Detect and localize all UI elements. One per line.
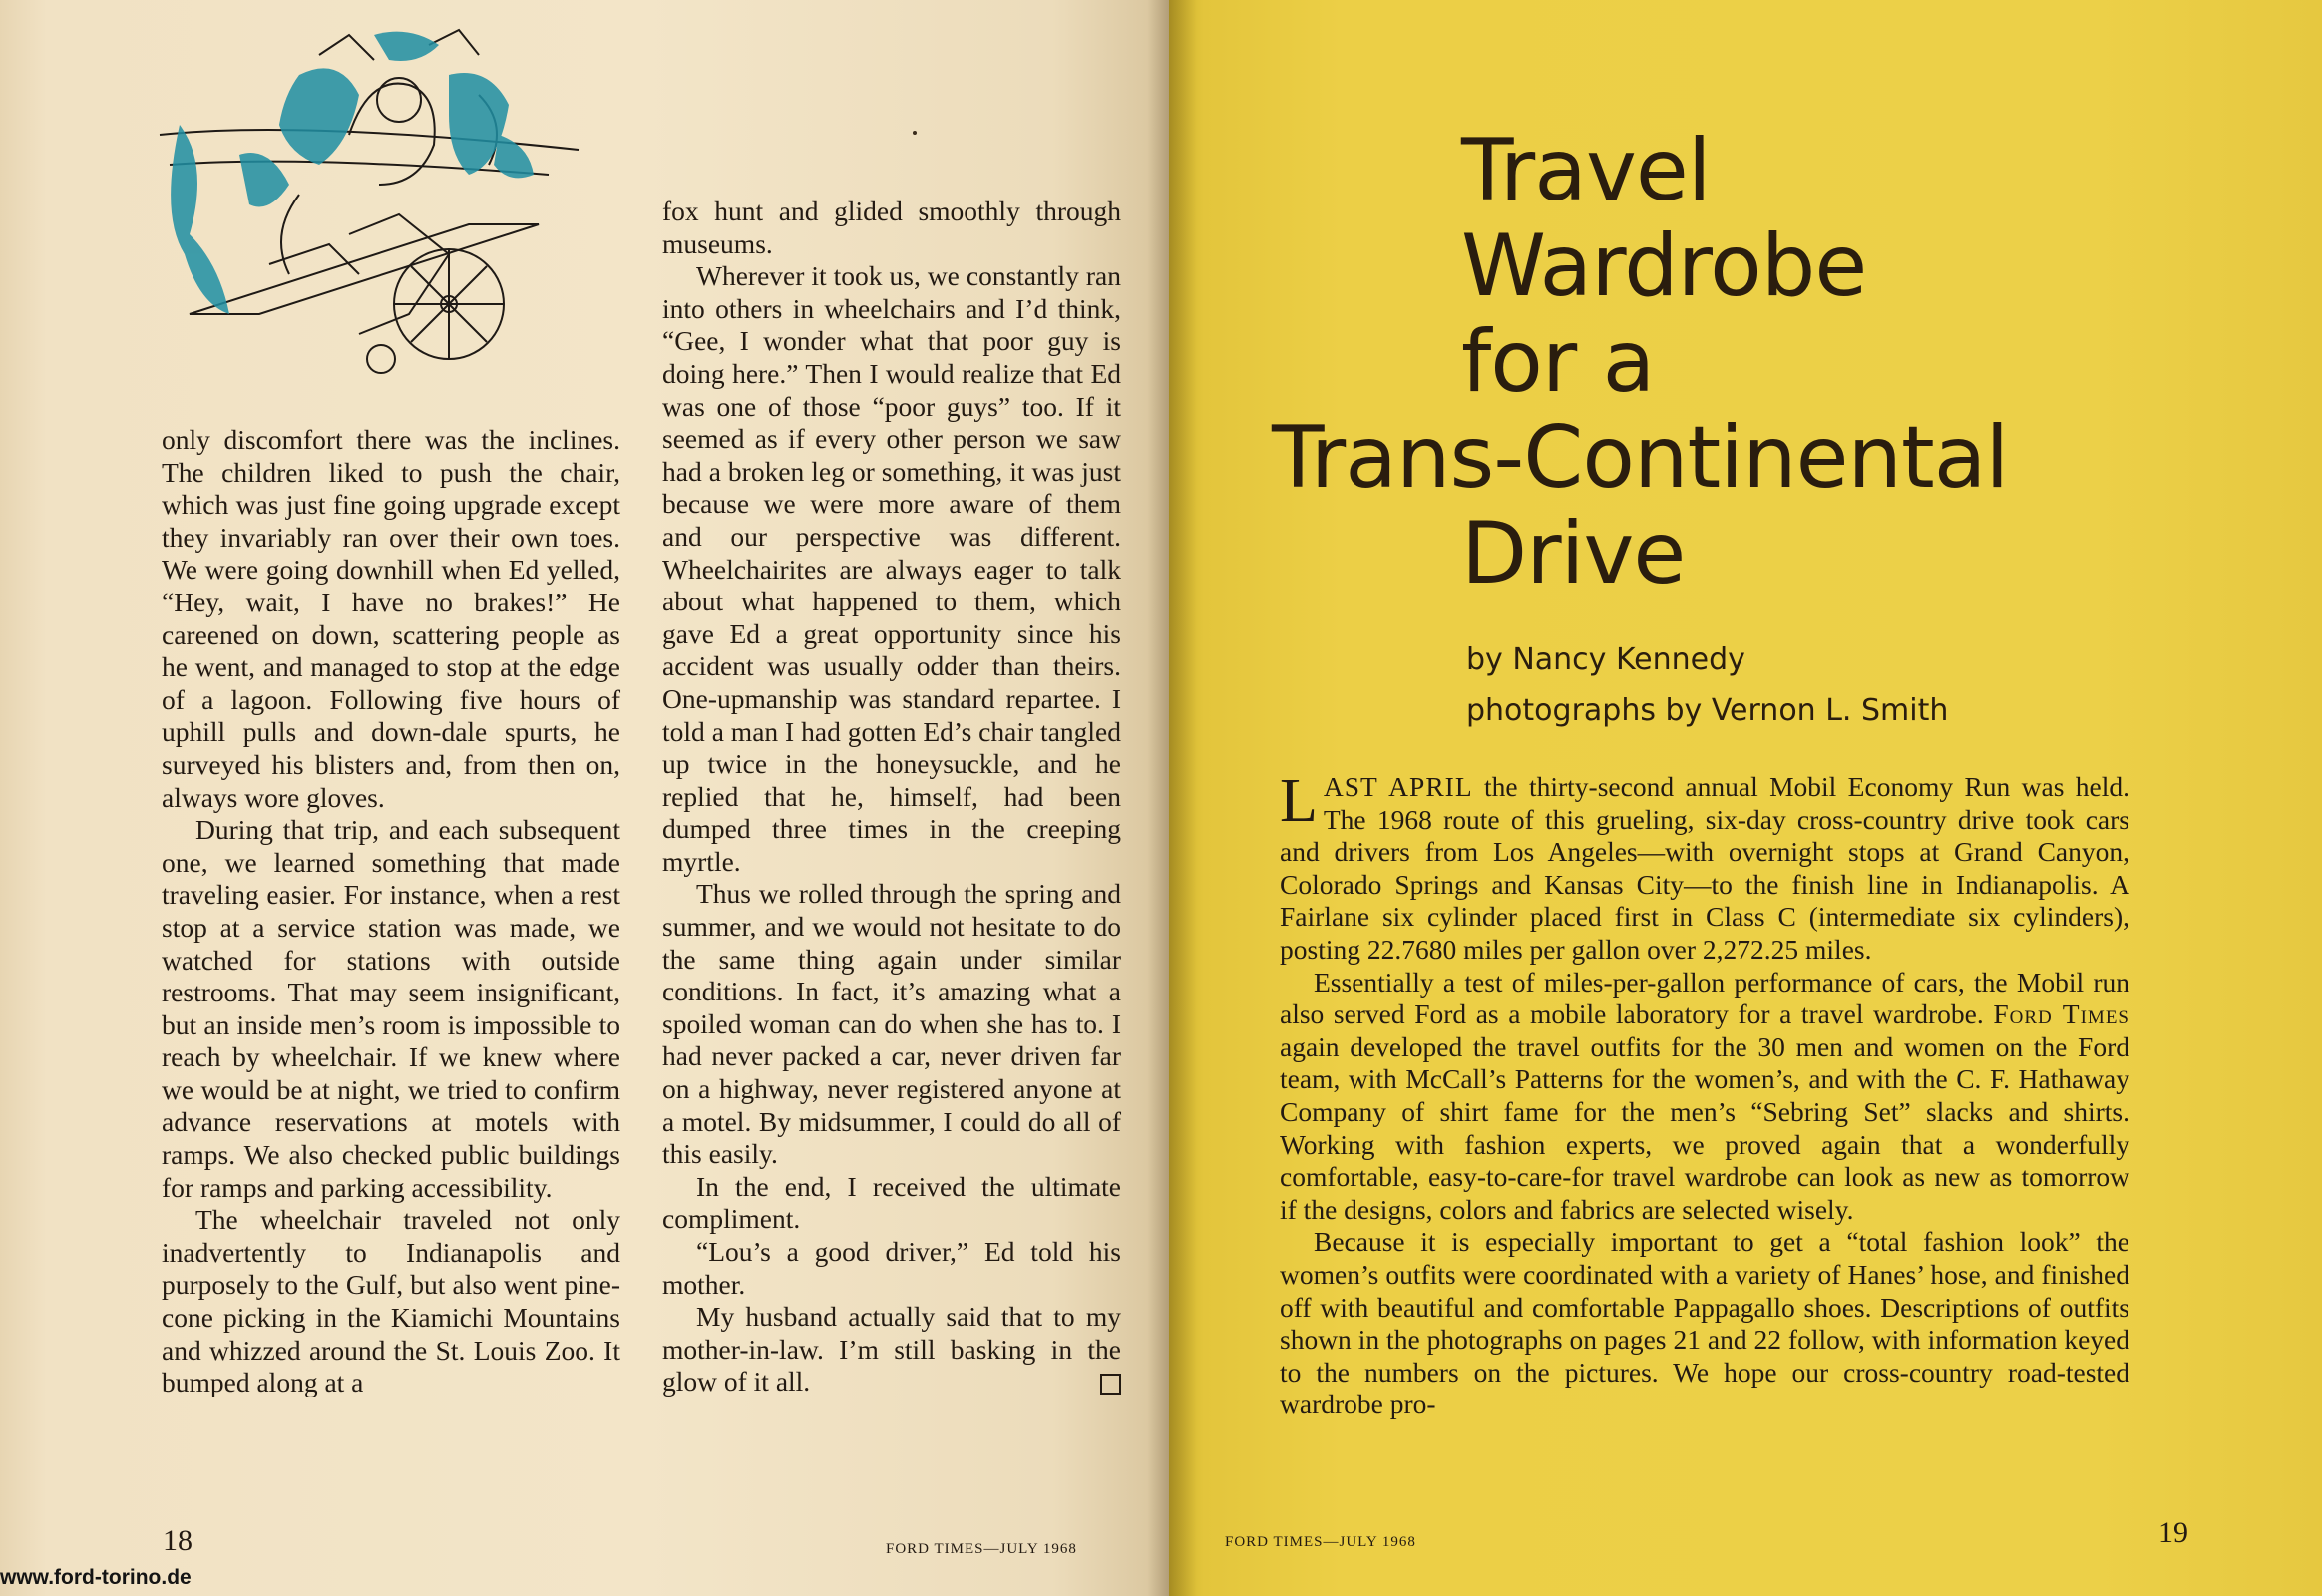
title-line-2: Wardrobe bbox=[1461, 216, 1867, 316]
paragraph: Because it is especially important to get a “total fashion look” the women’s outfits were coordinated with a variety of Hanes’ hose, and finished off with beautiful and comfortable Pappagallo shoes. Descriptions of outfits shown in the photographs on pages 21 and 22 follow, with information keyed to the numbers on the pictures. We hope our cross-country road-tested wardrobe pro- bbox=[1280, 1226, 2129, 1420]
folio-left: FORD TIMES—JULY 1968 bbox=[886, 1541, 1077, 1557]
title-line-5: Drive bbox=[1461, 504, 1686, 603]
lead-in: AST APRIL bbox=[1323, 771, 1473, 802]
gutter-shadow bbox=[1147, 0, 1197, 1596]
paragraph: fox hunt and glided smoothly through museums. bbox=[662, 196, 1121, 259]
paragraph: Thus we rolled through the spring and summer, and we would not hesitate to do the same thing again under similar conditions. In fact, it’s amazing what a spoiled woman can do when she has to. I had never packed a car, never driven far on a highway, never registered anyone at a motel. By midsummer, I could do all of this easily. bbox=[662, 878, 1121, 1170]
paragraph: “Lou’s a good driver,” Ed told his mother. bbox=[662, 1236, 1121, 1300]
paragraph: Wherever it took us, we constantly ran into others in wheelchairs and I’d think, “Gee, I wonder what that poor guy is doing here.” Then I would realize that Ed was one of those “poor guys” too. If it seemed as if every other person we saw had a broken leg or something, it was just because we were more aware of them and our perspective was different. Wheelchairites are always eager to talk about what happened to them, which gave Ed a great opportunity since his accident was usually odder than theirs. One-upmanship was standard repartee. I told a man I had gotten Ed’s chair tangled up twice in the honeysuckle, and he replied that he, himself, had been dumped three times in the creeping myrtle. bbox=[662, 260, 1121, 877]
paragraph: During that trip, and each subsequent one, we learned something that made traveling easier. For instance, when a rest stop at a service station was made, we watched for stations with outside restrooms. That may seem insignificant, but an inside men’s room is impossible to reach by wheelchair. If we knew where we would be at night, we tried to confirm advance reservations at motels with ramps. We also checked public buildings for ramps and parking accessibility. bbox=[162, 814, 620, 1203]
speck bbox=[913, 131, 917, 135]
paragraph: only discomfort there was the inclines. The children liked to push the chair, which was just fine going upgrade except they invariably ran over their own toes. We were going downhill when Ed yelled, “Hey, wait, I have no brakes!” He careened on down, scattering people as he went, and managed to stop at the edge of a lagoon. Following five hours of uphill pulls and down-dale spurts, he surveyed his blisters and, from then on, always wore gloves. bbox=[162, 424, 620, 813]
page-number-left: 18 bbox=[163, 1524, 193, 1557]
title-line-1: Travel bbox=[1461, 121, 1711, 220]
paragraph-text: the thirty-second annual Mobil Economy Run was held. The 1968 route of this grueling, six-day cross-country drive took cars and drivers from Los Angeles—with overnight stops at Grand Canyon, Colorado Springs and Kansas City—to the finish line in Indianapolis. A Fairlane six cylinder placed first in Class C (intermediate six cylinders), posting 22.7680 miles per gallon over 2,272.25 miles. bbox=[1280, 771, 2129, 965]
left-column-2 bbox=[662, 196, 1121, 1398]
byline-photos: photographs by Vernon L. Smith bbox=[1466, 693, 1949, 728]
page-number-right: 19 bbox=[2158, 1516, 2188, 1549]
title-line-4: Trans-Continental bbox=[1272, 408, 2009, 508]
paragraph-last bbox=[662, 1301, 1121, 1398]
paragraph-text: Essentially a test of miles-per-gallon performance of cars, the Mobil run also served Ford as a mobile laboratory for a travel wardrobe. bbox=[1280, 966, 2129, 1030]
watermark: www.ford-torino.de bbox=[0, 1566, 192, 1589]
drop-cap: L bbox=[1280, 767, 1318, 835]
title-line-3: for a bbox=[1461, 312, 1655, 412]
article-body bbox=[1280, 767, 2129, 1421]
paragraph-text: My husband actually said that to my mother-in-law. I’m still basking in the glow of it all. bbox=[662, 1301, 1121, 1397]
paragraph: The wheelchair traveled not only inadvertently to Indianapolis and purposely to the Gulf, but also went pine-cone picking in the Kiamichi Mountains and whizzed around the St. Louis Zoo. It bumped along at a bbox=[162, 1204, 620, 1398]
paragraph: In the end, I received the ultimate compliment. bbox=[662, 1170, 1121, 1235]
wheelchair-illustration bbox=[150, 15, 588, 414]
magazine-name: Ford Times bbox=[1993, 998, 2129, 1030]
folio-right: FORD TIMES—JULY 1968 bbox=[1225, 1534, 1416, 1550]
paragraph bbox=[1280, 967, 2129, 1227]
paragraph bbox=[1280, 767, 2129, 967]
byline-author: by Nancy Kennedy bbox=[1466, 642, 1745, 677]
end-mark-icon bbox=[1100, 1374, 1121, 1395]
paragraph-text: again developed the travel outfits for the 30 men and women on the Ford team, with McCall’s Patterns for the women’s, and with the C. F. Hathaway Company of shirt fame for the men’s “Sebring Set” slacks and shirts. Working with fashion experts, we proved again that a wonderfully comfortable, easy-to-care-for travel wardrobe can look as new as tomorrow if the designs, colors and fabrics are selected wisely. bbox=[1280, 1030, 2129, 1225]
left-column-1 bbox=[162, 424, 620, 1399]
